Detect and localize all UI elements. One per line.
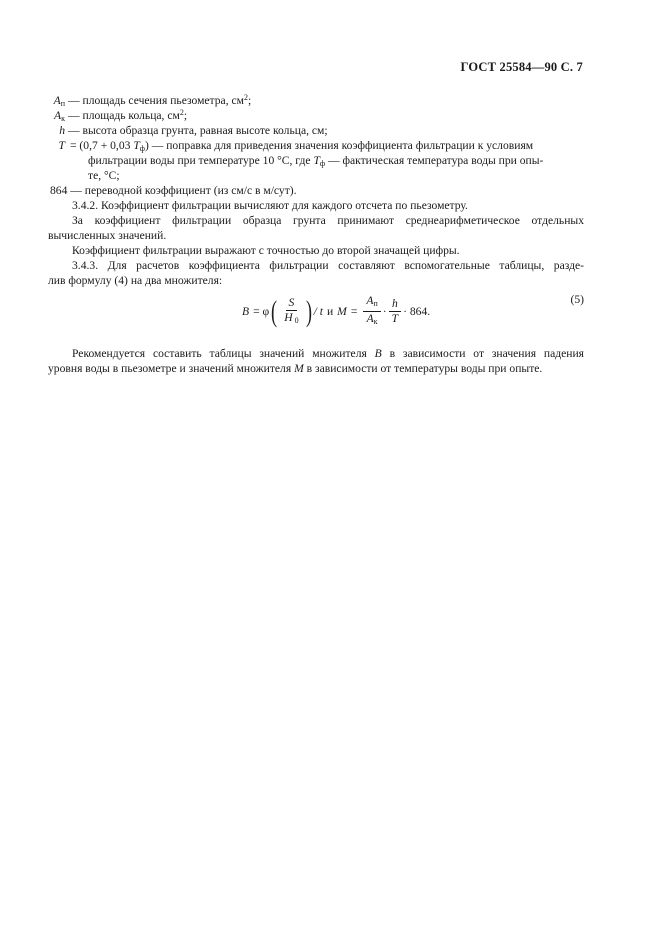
definition-t-text: = (0,7 + 0,03 $T_ф$) — поправка для приведения значения коэффициента фильтрации к условиям <box>70 139 534 153</box>
definition-ap <box>48 93 584 108</box>
formula-number: (5) <box>570 293 584 306</box>
definition-t-line1 <box>48 138 584 153</box>
paragraph-3-4-3 <box>48 258 584 288</box>
paragraph-average-line-2: вычисленных значений. <box>48 229 167 242</box>
formula-expression <box>242 294 430 329</box>
fraction-ap-ak <box>363 294 380 329</box>
paragraph-3-4-2: 3.4.2. Коэффициент фильтрации вычисляют для каждого отсчета по пьезометру. <box>72 199 468 212</box>
symbol-ak: $A_к$ <box>54 109 65 123</box>
fraction-h-t <box>389 297 401 326</box>
definition-h-text: — высота образца грунта, равная высоте кольца, см; <box>68 124 328 137</box>
definition-864 <box>48 183 584 198</box>
definition-864-text: 864 — переводной коэффициент (из см/с в м/сут). <box>50 184 297 197</box>
left-paren: ( <box>271 294 278 328</box>
right-paren: ) <box>305 294 312 328</box>
paragraph-3-4-3-line-2: лив формулу (4) на два множителя: <box>48 274 223 287</box>
paragraph-recommend-line-2: уровня воды в пьезометре и значений множителя M в зависимости от температуры воды при опыте. <box>48 362 543 375</box>
formula-h0: H $_0$ <box>284 310 299 325</box>
definition-t-line3 <box>48 168 584 183</box>
formula-s: S <box>286 296 298 311</box>
definition-t-text-2: фильтрации воды при температуре 10 °С, где $T_ф$ — фактическая температура воды при опы- <box>88 154 544 168</box>
document-body <box>48 93 584 376</box>
formula-slash-t: / t <box>313 305 323 318</box>
formula-eq-phi: = φ <box>253 305 270 318</box>
paragraph-average-line-1: За коэффициент фильтрации образца грунта принимают среднеарифметическое отдельных <box>72 214 584 227</box>
definition-t-text-3: те, °С; <box>88 169 120 182</box>
page-header: ГОСТ 25584—90 С. 7 <box>460 60 583 74</box>
symbol-t: T <box>58 139 65 152</box>
definition-ap-text: — площадь сечения пьезометра, $см^2$; <box>68 93 252 107</box>
paragraph-average <box>48 213 584 243</box>
symbol-h: h <box>59 124 65 137</box>
formula-h: h <box>389 297 401 312</box>
formula-ak: $A_к$ <box>366 312 378 326</box>
fraction-s-h0 <box>281 296 301 328</box>
symbol-ap: $A_п$ <box>53 94 65 108</box>
definition-h <box>48 123 584 138</box>
definition-ak <box>48 108 584 123</box>
definition-t-line2 <box>48 153 584 168</box>
paragraph-recommend-line-1: Рекомендуется составить таблицы значений множителя B в зависимости от значения падения <box>72 347 585 360</box>
paragraph-3-4-3-line-1: 3.4.3. Для расчетов коэффициента фильтрации составляют вспомогательные таблицы, разде- <box>72 259 584 272</box>
formula-b: B <box>242 305 250 318</box>
formula-dot: · <box>382 305 387 318</box>
formula-5 <box>48 292 584 342</box>
formula-and: и <box>326 305 334 318</box>
paragraph-precision: Коэффициент фильтрации выражают с точностью до второй значащей цифры. <box>72 244 460 257</box>
paragraph-recommend <box>48 346 584 376</box>
formula-const: · 864. <box>403 305 431 318</box>
formula-eq: = <box>350 305 358 318</box>
formula-ap: $A_п$ <box>363 294 380 312</box>
definition-ak-text: — площадь кольца, $см^2$; <box>68 108 188 122</box>
formula-t: T <box>391 312 399 325</box>
formula-m: M <box>337 305 347 318</box>
